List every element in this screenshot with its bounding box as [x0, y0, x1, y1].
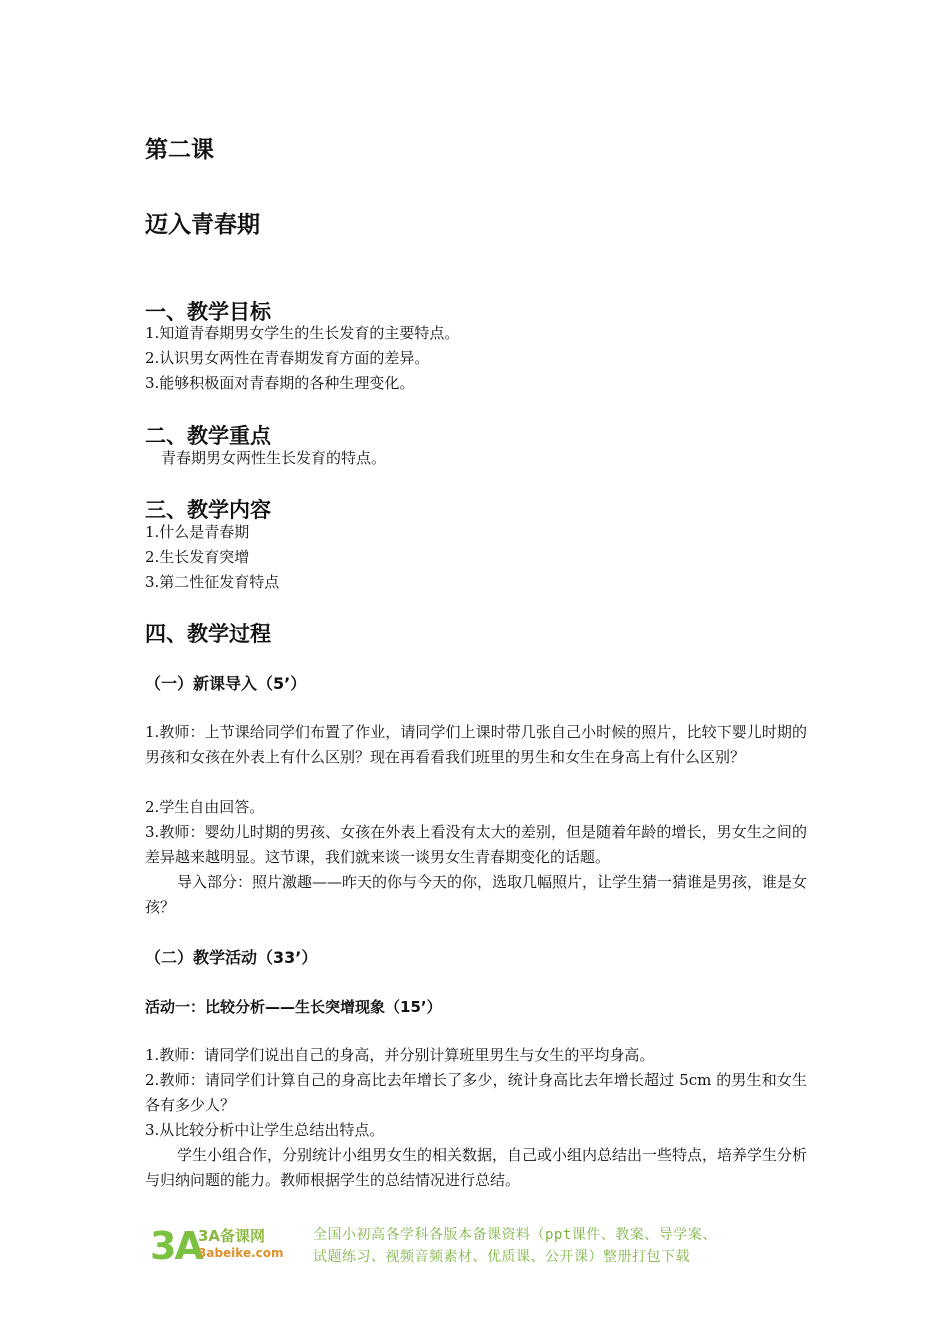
logo-site-url[interactable]: 3abeike.com	[198, 1246, 284, 1260]
objective-item: 1.知道青春期男女学生的生长发育的主要特点。	[145, 324, 460, 342]
lesson-title: 迈入青春期	[145, 212, 260, 238]
subsection-heading-activities: （二）教学活动（33’）	[145, 948, 318, 967]
section-heading-content: 三、教学内容	[145, 498, 271, 522]
section-heading-process: 四、教学过程	[145, 622, 271, 646]
paragraph: 1.教师：请同学们说出自己的身高，并分别计算班里男生与女生的平均身高。	[145, 1046, 655, 1064]
section-heading-key-points: 二、教学重点	[145, 424, 271, 448]
logo-title: 3A备课网	[198, 1227, 266, 1245]
paragraph: 2.学生自由回答。	[145, 798, 265, 816]
paragraph: 3.从比较分析中让学生总结出特点。	[145, 1121, 385, 1139]
logo-mark: 3A	[150, 1224, 202, 1268]
content-item: 1.什么是青春期	[145, 523, 250, 541]
section-heading-objectives: 一、教学目标	[145, 300, 271, 324]
site-logo[interactable]	[150, 1222, 295, 1270]
key-point-text: 青春期男女两性生长发育的特点。	[161, 449, 387, 467]
objective-item: 2.认识男女两性在青春期发育方面的差异。	[145, 349, 430, 367]
paragraph: 学生小组合作，分别统计小组男女生的相关数据，自己或小组内总结出一些特点，培养学生分析与归纳问题的能力。教师根据学生的总结情况进行总结。	[145, 1146, 808, 1189]
paragraph: 导入部分：照片激趣——昨天的你与今天的你，选取几幅照片，让学生猜一猜谁是男孩，谁是女孩？	[145, 873, 808, 916]
objective-item: 3.能够积极面对青春期的各种生理变化。	[145, 374, 415, 392]
paragraph: 1.教师：上节课给同学们布置了作业，请同学们上课时带几张自己小时候的照片，比较下婴儿时期的男孩和女孩在外表上有什么区别？现在再看看我们班里的男生和女生在身高上有什么区别？	[145, 723, 807, 766]
paragraph: 2.教师：请同学们计算自己的身高比去年增长了多少，统计身高比去年增长超过 5cm 的男生和女生各有多少人？	[145, 1071, 807, 1114]
footer-promo-line: 全国小初高各学科各版本备课资料（ppt课件、教案、导学案、	[313, 1227, 717, 1243]
content-item: 3.第二性征发育特点	[145, 573, 280, 591]
content-item: 2.生长发育突增	[145, 548, 250, 566]
paragraph: 3.教师：婴幼儿时期的男孩、女孩在外表上看没有太大的差别，但是随着年龄的增长，男女生之间的差异越来越明显。这节课，我们就来谈一谈男女生青春期变化的话题。	[145, 823, 807, 866]
activity-heading: 活动一：比较分析——生长突增现象（15’）	[145, 998, 442, 1016]
lesson-number: 第二课	[145, 137, 214, 163]
subsection-heading-intro: （一）新课导入（5’）	[145, 674, 307, 693]
footer-promo-line: 试题练习、视频音频素材、优质课、公开课）整册打包下载	[313, 1249, 690, 1265]
